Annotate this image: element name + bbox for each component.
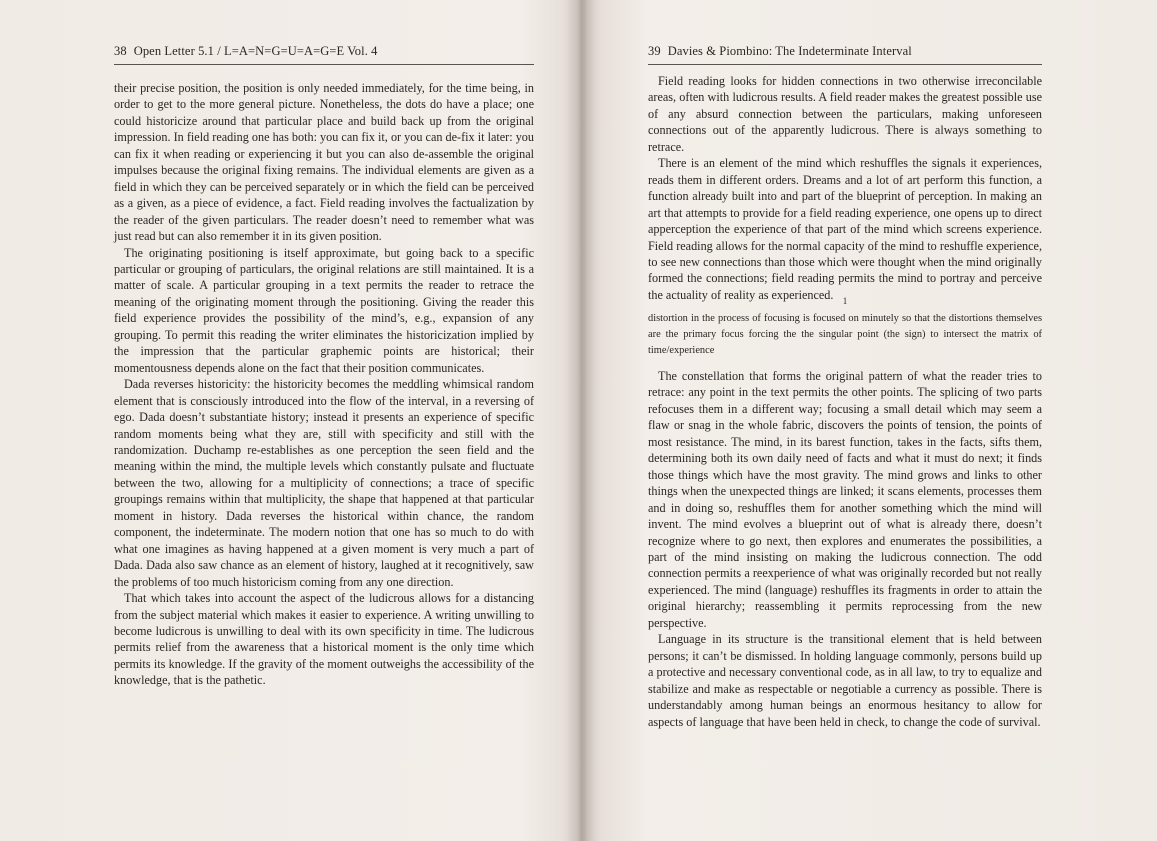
left-running-head-title: Open Letter 5.1 / L=A=N=G=U=A=G=E Vol. 4 [133, 44, 378, 58]
left-paragraph-2: The originating positioning is itself approximate, but going back to a specific particular or grouping of particulars, the original relations are still maintained. It is a matter of scale. A particular grouping in a text permits the reader to retrace the meaning of the originating moment through the positioning. Giving the reader this field experience provides the possibility of the mind’s, e.g., expansion of any grouping. To permit this reading the writer eliminates the historicization implied by the impression that the particular graphemic points are historical; their momentousness depends alone on the fact that their position communicates. [114, 245, 534, 375]
right-paragraph-2: There is an element of the mind which reshuffles the signals it experiences, reads them in different orders. Dreams and a lot of art perform this function, a function already built into and part of the blueprint of perception. In making an art that attempts to provide for a field reading experience, one opens up to direct apperception the experience of that part of the mind which screens experience. Field reading allows for the normal capacity of the mind to reshuffle experience, to see new connections than those which were thought when the mind originally formed the connections; field reading permits the mind to portray and perceive the actuality of reality as experienced. [648, 156, 1042, 302]
right-header-rule [648, 64, 1042, 65]
right-running-head [648, 44, 1042, 59]
left-paragraph-1: their precise position, the position is only needed immediately, for the time being, in order to get to the more general picture. Nonetheless, the dots do have a place; one could historicize around that particular place and build back up from the original impression. In field reading one has both: you can fix it, or you can de-fix it later: you can fix it when reading or experiencing it but you can also de-assemble the original impulses because the original fixing remains. The individual elements are given as a field in which they can be perceived separately or in which the field can be perceived as a given, as a piece of evidence, a fact. Field reading involves the factualization by the reader of the given particulars. The reader doesn’t need to remember what was just read but can also remember it in its given position. [114, 81, 534, 244]
left-body-text [114, 80, 534, 689]
right-paragraph-3: The constellation that forms the original pattern of what the reader tries to retrace: any point in the text permits the other points. The splicing of two parts refocuses them in a different way; focusing a small detail which may seem a flaw or snag in the whole fabric, discovers the points of tension, the points of most resistance. The mind, in its barest function, takes in the facts, sifts them, determining both its own daily need of facts and what it must do next; it finds those things which have the most gravity. The mind grows and links to other things when the unexpected things are linked; it scans elements, processes them and in doing so, reshuffles them for another something which the mind will invent. The mind evolves a blueprint out of what is already there, doesn’t recognize where to go next, then explores and enumerates the possibilities, a part of the mind insisting on making the ludicrous connection. The odd connection permits a reexperience of what was originally recorded but not really experienced. The mind (language) reshuffles its fragments in order to attain the original hierarchy; reassembling it permits reprocessing from the new perspective. [648, 369, 1042, 630]
footnote-text: distortion in the process of focusing is focused on minutely so that the distortions themselves are the primary focus forcing the the singular point (the sign) to intersect the matrix of time/experience [648, 313, 1042, 356]
left-running-head [114, 44, 534, 59]
left-paragraph-4: That which takes into account the aspect of the ludicrous allows for a distancing from the subject material which makes it easier to experience. A writing unwilling to become ludicrous is unwilling to deal with its own specificity in time. The ludicrous permits relief from the awareness that a historical moment is the only time which permits its knowledge. If the gravity of the moment outweighs the accessibility of the knowledge, that is the pathetic. [114, 591, 534, 688]
right-paragraph-4: Language in its structure is the transitional element that is held between persons; it can’t be dismissed. In holding language commonly, persons build up a protective and necessary conventional code, as in all law, to try to equalize and stabilize and make as respectable or negotiable a currency as possible. There is understandably among human beings an enormous hesitancy to allow for aspects of language that have been held in check, to change the code of survival. [648, 632, 1042, 729]
right-paragraph-1: Field reading looks for hidden connections in two otherwise irreconcilable areas, often with ludicrous results. A field reader makes the greatest possible use of any absurd connection between the particulars, making unforeseen connections out of the apparently ludicrous. There is always something to retrace. [648, 74, 1042, 154]
right-page-number: 39 [648, 44, 661, 58]
book-gutter [562, 0, 596, 841]
left-paragraph-3: Dada reverses historicity: the historicity becomes the meddling whimsical random element that is consciously introduced into the flow of the interval, in a reversing of ego. Dada doesn’t substantiate history; instead it presents an experience of specific random moments being what they are, still with specificity and still with the randomization. Duchamp re-establishes as one perception the seen field and the meaning within the mind, the multiple levels which constantly pulsate and fluctuate between the two, allowing for a multiplicity of connections; a trace of specific groupings remains within that multiplicity, the shape that happened at that particular moment in history. Dada reverses the historical within chance, the random component, the indeterminate. The modern notion that one has so much to do with what one imagines as having happened at a given moment is very much a part of Dada. Dada also saw chance as an element of history, laughed at it recognitively, saw the problems of too much historicism coming from any one direction. [114, 377, 534, 589]
right-body-text-lower [648, 368, 1042, 730]
left-header-rule [114, 64, 534, 65]
left-page-number: 38 [114, 44, 127, 58]
right-body-text-upper [648, 73, 1042, 303]
footnote-marker: 1 [842, 296, 848, 306]
right-running-head-title: Davies & Piombino: The Indeterminate Interval [667, 44, 912, 58]
